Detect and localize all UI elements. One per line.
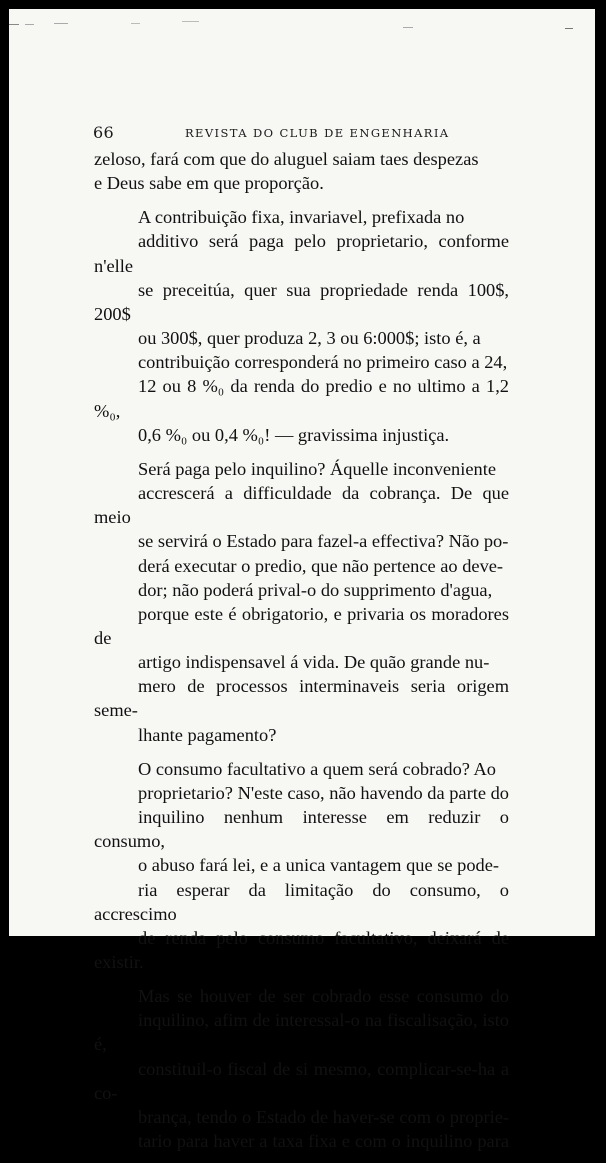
paragraph-3-line-6: porque este é obrigatorio, e privaria os moradores de xyxy=(94,603,509,648)
paragraph-5 xyxy=(94,984,509,1153)
paragraph-3-line-3: se servirá o Estado para fazel-a effectiva? Não po- xyxy=(138,531,509,552)
paragraph-3-line-8: mero de processos interminaveis seria origem seme- xyxy=(94,676,509,721)
body-text xyxy=(94,147,509,1163)
scan-specks xyxy=(9,17,595,31)
paragraph-3 xyxy=(94,457,509,747)
paragraph-1-line-1: zeloso, fará com que do aluguel saiam taes despezas xyxy=(94,149,479,169)
paragraph-4-line-2: proprietario? N'este caso, não havendo da parte do xyxy=(138,782,509,803)
running-head: REVISTA DO CLUB DE ENGENHARIA xyxy=(185,126,450,140)
paragraph-2-line-6: 12 ou 8 %₀ da renda do predio e no ultimo a 1,2 %₀, xyxy=(94,376,509,421)
paragraph-3-line-9: lhante pagamento? xyxy=(138,724,277,745)
page-header xyxy=(93,123,513,143)
paragraph-2-line-1: A contribuição fixa, invariavel, prefixada no xyxy=(138,207,465,228)
paragraph-3-line-4: derá executar o predio, que não pertence ao deve- xyxy=(138,555,504,576)
paragraph-2-line-7: 0,6 %₀ ou 0,4 %₀! — gravissima injustiça. xyxy=(138,424,450,445)
paragraph-5-line-4: brança, tendo o Estado de haver-se com o proprie- xyxy=(138,1106,509,1127)
paragraph-1 xyxy=(94,147,509,195)
paragraph-5-line-5: tario para haver a taxa fixa e com o inquilino para xyxy=(138,1131,509,1152)
paragraph-3-line-7: artigo indispensavel á vida. De quão grande nu- xyxy=(138,652,490,673)
paragraph-4-line-1: O consumo facultativo a quem será cobrado? Ao xyxy=(138,758,496,779)
paragraph-5-line-1: Mas se houver de ser cobrado esse consumo do xyxy=(138,986,509,1007)
paragraph-3-line-2: accrescerá a difficuldade da cobrança. De que meio xyxy=(94,483,509,528)
paragraph-4 xyxy=(94,757,509,974)
paragraph-2-line-2: additivo será paga pelo proprietario, conforme n'elle xyxy=(94,231,509,276)
paragraph-4-line-6: de renda pelo consumo facultativo, deixará de existir. xyxy=(94,927,509,972)
paragraph-5-line-3: constituil-o fiscal de si mesmo, complicar-se-ha a co- xyxy=(94,1058,509,1103)
paragraph-2-line-4: ou 300$, quer produza 2, 3 ou 6:000$; isto é, a xyxy=(138,328,481,349)
paragraph-2-line-3: se preceitúa, quer sua propriedade renda 100$, 200$ xyxy=(94,279,509,324)
paragraph-5-line-2: inquilino, afim de interessal-o na fiscalisação, isto é, xyxy=(94,1010,509,1055)
paragraph-4-line-5: ria esperar da limitação do consumo, o accrescimo xyxy=(94,879,509,924)
document-page xyxy=(9,9,595,1152)
paragraph-4-line-3: inquilino nenhum interesse em reduzir o consumo, xyxy=(94,807,509,852)
paragraph-2-line-5: contribuição corresponderá no primeiro caso a 24, xyxy=(138,352,508,373)
paragraph-3-line-1: Será paga pelo inquilino? Áquelle inconveniente xyxy=(138,458,496,479)
paragraph-3-line-5: dor; não poderá prival-o do supprimento d'agua, xyxy=(138,579,493,600)
paragraph-4-line-4: o abuso fará lei, e a unica vantagem que se pode- xyxy=(138,855,500,876)
page-number: 66 xyxy=(93,123,114,142)
paragraph-2 xyxy=(94,205,509,447)
paragraph-1-line-2: e Deus sabe em que proporção. xyxy=(94,173,324,194)
